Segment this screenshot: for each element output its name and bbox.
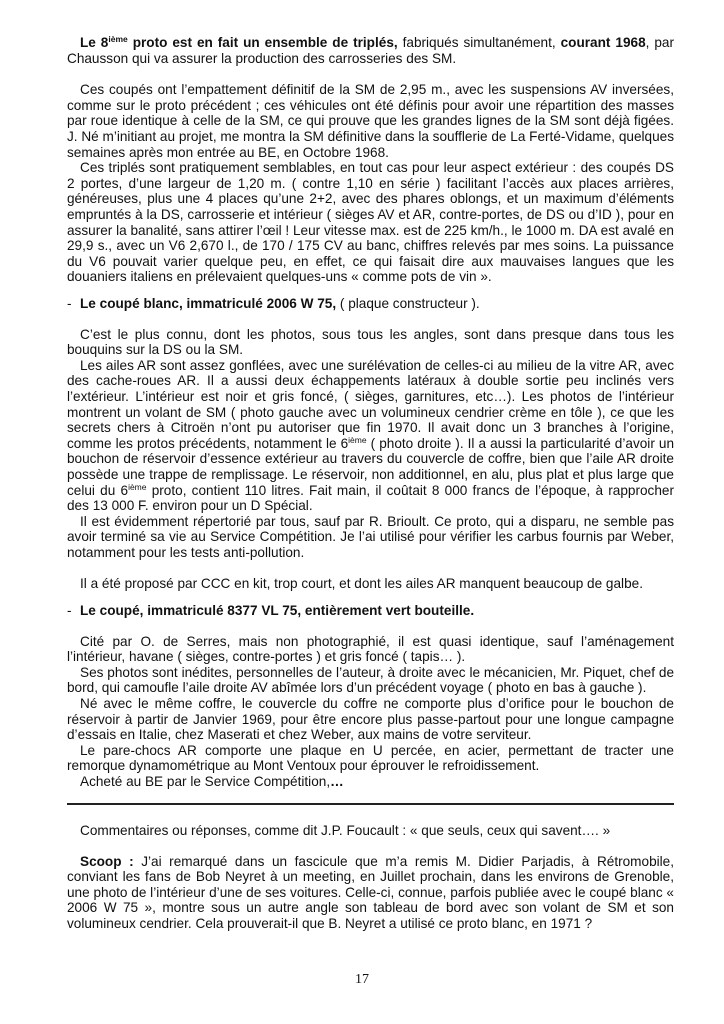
paragraph-bought [67,774,674,790]
superscript: ième [108,34,128,44]
bullet-dash: - [67,603,72,618]
paragraph-best-known: C’est le plus connu, dont les photos, sous tous les angles, sont dans presque dans tous les bouquins sur la DS ou la SM. [67,326,674,358]
section-triples [67,35,674,285]
intro-date: courant 1968 [560,35,646,50]
scoop-text: J’ai remarqué dans un fascicule que m’a remis M. Didier Parjadis, à Rétromobile, conviant les fans de Bob Neyret à un meeting, en Juillet prochain, dans les environs de Grenoble, une photo de l’intérieur d’une de ses voitures. Celle-ci, connue, parfois publiée avec le coupé blanc « 2006 W 75 », montre sous un autre angle son tableau de bord avec son volant de SM et son volumineux cendrier. Cela prouverait-il que B. Neyret a utilisé ce proto blanc, en 1971 ? [67,853,675,931]
intro-lead [80,35,398,50]
paragraph-rear-wings [67,358,674,514]
paragraph-intro [67,35,674,66]
paragraph-trunk: Né avec le même coffre, le couvercle du coffre ne comporte plus d’orifice pour le bouchon de réservoir à partir de Janvier 1969, pour être encore plus passe-partout pour une longue campagne d’essais en Italie, chez Maserati et chez Weber, aux mains de votre serviteur. [67,695,674,743]
bought-ellipsis: … [330,773,344,789]
bought-text: Acheté au BE par le Service Compétition, [80,773,331,789]
heading-rest: ( plaque constructeur ). [336,296,480,311]
rear-wings-text-2: ( photo droite ). Il a aussi la particularité d’avoir un bouchon de réservoir d’essence extérieur au travers du couvercle de coffre, bien que l’aile AR droite possède une trappe de remplissage. Le réservoir, non additionnel, en alu, plus plat et plus large que celui du 6 [67,435,675,498]
rear-wings-text-1: Les ailes AR sont assez gonflées, avec une surélévation de celles-ci au milieu de la vitre AR, avec des cache-roues AR. Il a aussi deux échappements latéraux à double sortie peu inclinés vers l’extérieur. L’intérieur est noir et gris foncé, ( sièges, garnitures, etc…). Les photos de l’intérieur montrent un volant de SM ( photo gauche avec un volumineux cendrier crème en tôle ), ce que les secrets chers à Citroën n’ont pu autoriser que fin 1970. Il avait donc un 3 branches à l’origine, comme les protos précédents, notamment le 6 [67,357,674,451]
paragraph-de-serres: Cité par O. de Serres, mais non photographié, il est quasi identique, sauf l’aménagement l’intérieur, havane ( sièges, contre-portes ) et gris foncé ( tapis… ). [67,633,674,665]
heading-green-coupe-text: Le coupé, immatriculé 8377 VL 75, entièrement vert bouteille. [80,603,475,618]
intro-lead-text-2: proto est en fait un ensemble de triplés, [127,35,398,50]
paragraph-comments: Commentaires ou réponses, comme dit J.P. Foucault : « que seuls, ceux qui savent…. » [80,823,611,838]
scoop-label: Scoop : [80,853,134,869]
paragraph-bumper: Le pare-chocs AR comporte une plaque en U percée, en acier, permettant de tracter une remorque dynamométrique au Mont Ventoux pour éprouver le refroidissement. [67,742,674,774]
section-comments [67,823,674,932]
intro-text: fabriqués simultanément, [397,35,561,50]
section-green-coupe [67,603,674,790]
paragraph-scoop [67,854,674,932]
heading-green-coupe [67,603,674,619]
paragraph-photos: Ses photos sont inédites, personnelles de l’auteur, à droite avec le mécanicien, Mr. Piquet, chef de bord, qui camoufle l’aile droite AV abîmée lors d’un précédent voyage ( photo en bas à gauche ). [67,664,674,696]
paragraph-ccc-kit: Il a été proposé par CCC en kit, trop court, et dont les ailes AR manquent beaucoup de galbe. [80,575,643,591]
intro-text-2: , par Chausson qui va assurer la production des carrosseries des SM. [67,35,674,66]
paragraph-wheelbase: Ces coupés ont l’empattement définitif de la SM de 2,95 m., avec les suspensions AV inversées, comme sur le proto précédent ; ces véhicules ont été définis pour avoir une répartition des masses par roue identique à celle de la SM, ce qui prouve que les grandes lignes de la SM sont déjà figées. J. Né m’initiant au projet, me montra la SM définitive dans la soufflerie de La Ferté-Vidame, quelques semaines après mon entrée au BE, en Octobre 1968. [67,82,674,160]
section-white-coupe [67,296,674,591]
bullet-dash: - [67,296,72,311]
paragraph-triples-description: Ces triplés sont pratiquement semblables, en tout cas pour leur aspect extérieur : des coupés DS 2 portes, d’une largeur de 1,20 m. ( contre 1,10 en série ) facilitant l’accès aux places arrières, généreuses, plus une 4 places qu’une 2+2, avec des phares oblongs, et un maximum d’éléments empruntés à la DS, carrosserie et intérieur ( sièges AV et AR, contre-portes, de DS ou d’ID ), pour en assurer la banalité, sans attirer l’œil ! Leur vitesse max. est de 225 km/h., le 1000 m. DA est avalé en 29,9 s., avec un V6 2,670 l., de 170 / 175 CV au banc, chiffres relevés par mes soins. La puissance du V6 pouvait varier quelque peu, en effet, ce qui faisait dire aux mauvaises langues que les douaniers italiens en prélevaient quelques-uns « comme pots de vin ». [67,160,674,285]
heading-bold: Le coupé blanc, immatriculé 2006 W 75, [80,296,337,311]
paragraph-brioult: Il est évidemment répertorié par tous, sauf par R. Brioult. Ce proto, qui a disparu, ne semble pas avoir terminé sa vie au Service Compétition. Je l’ai utilisé pour vérifier les carbus fournis par Weber, notamment pour les tests anti-pollution. [67,513,674,560]
page-number: 17 [355,972,369,987]
intro-lead-text: Le 8 [80,35,109,50]
superscript: ième [348,434,367,445]
superscript: ième [128,481,147,492]
section-divider [67,803,674,805]
rear-wings-text-3: proto, contient 110 litres. Fait main, il coûtait 8 000 francs de l’époque, à rapprocher des 13 000 F. environ pour un D Spécial. [67,482,674,514]
heading-white-coupe-text [80,296,480,312]
heading-white-coupe [67,296,674,312]
